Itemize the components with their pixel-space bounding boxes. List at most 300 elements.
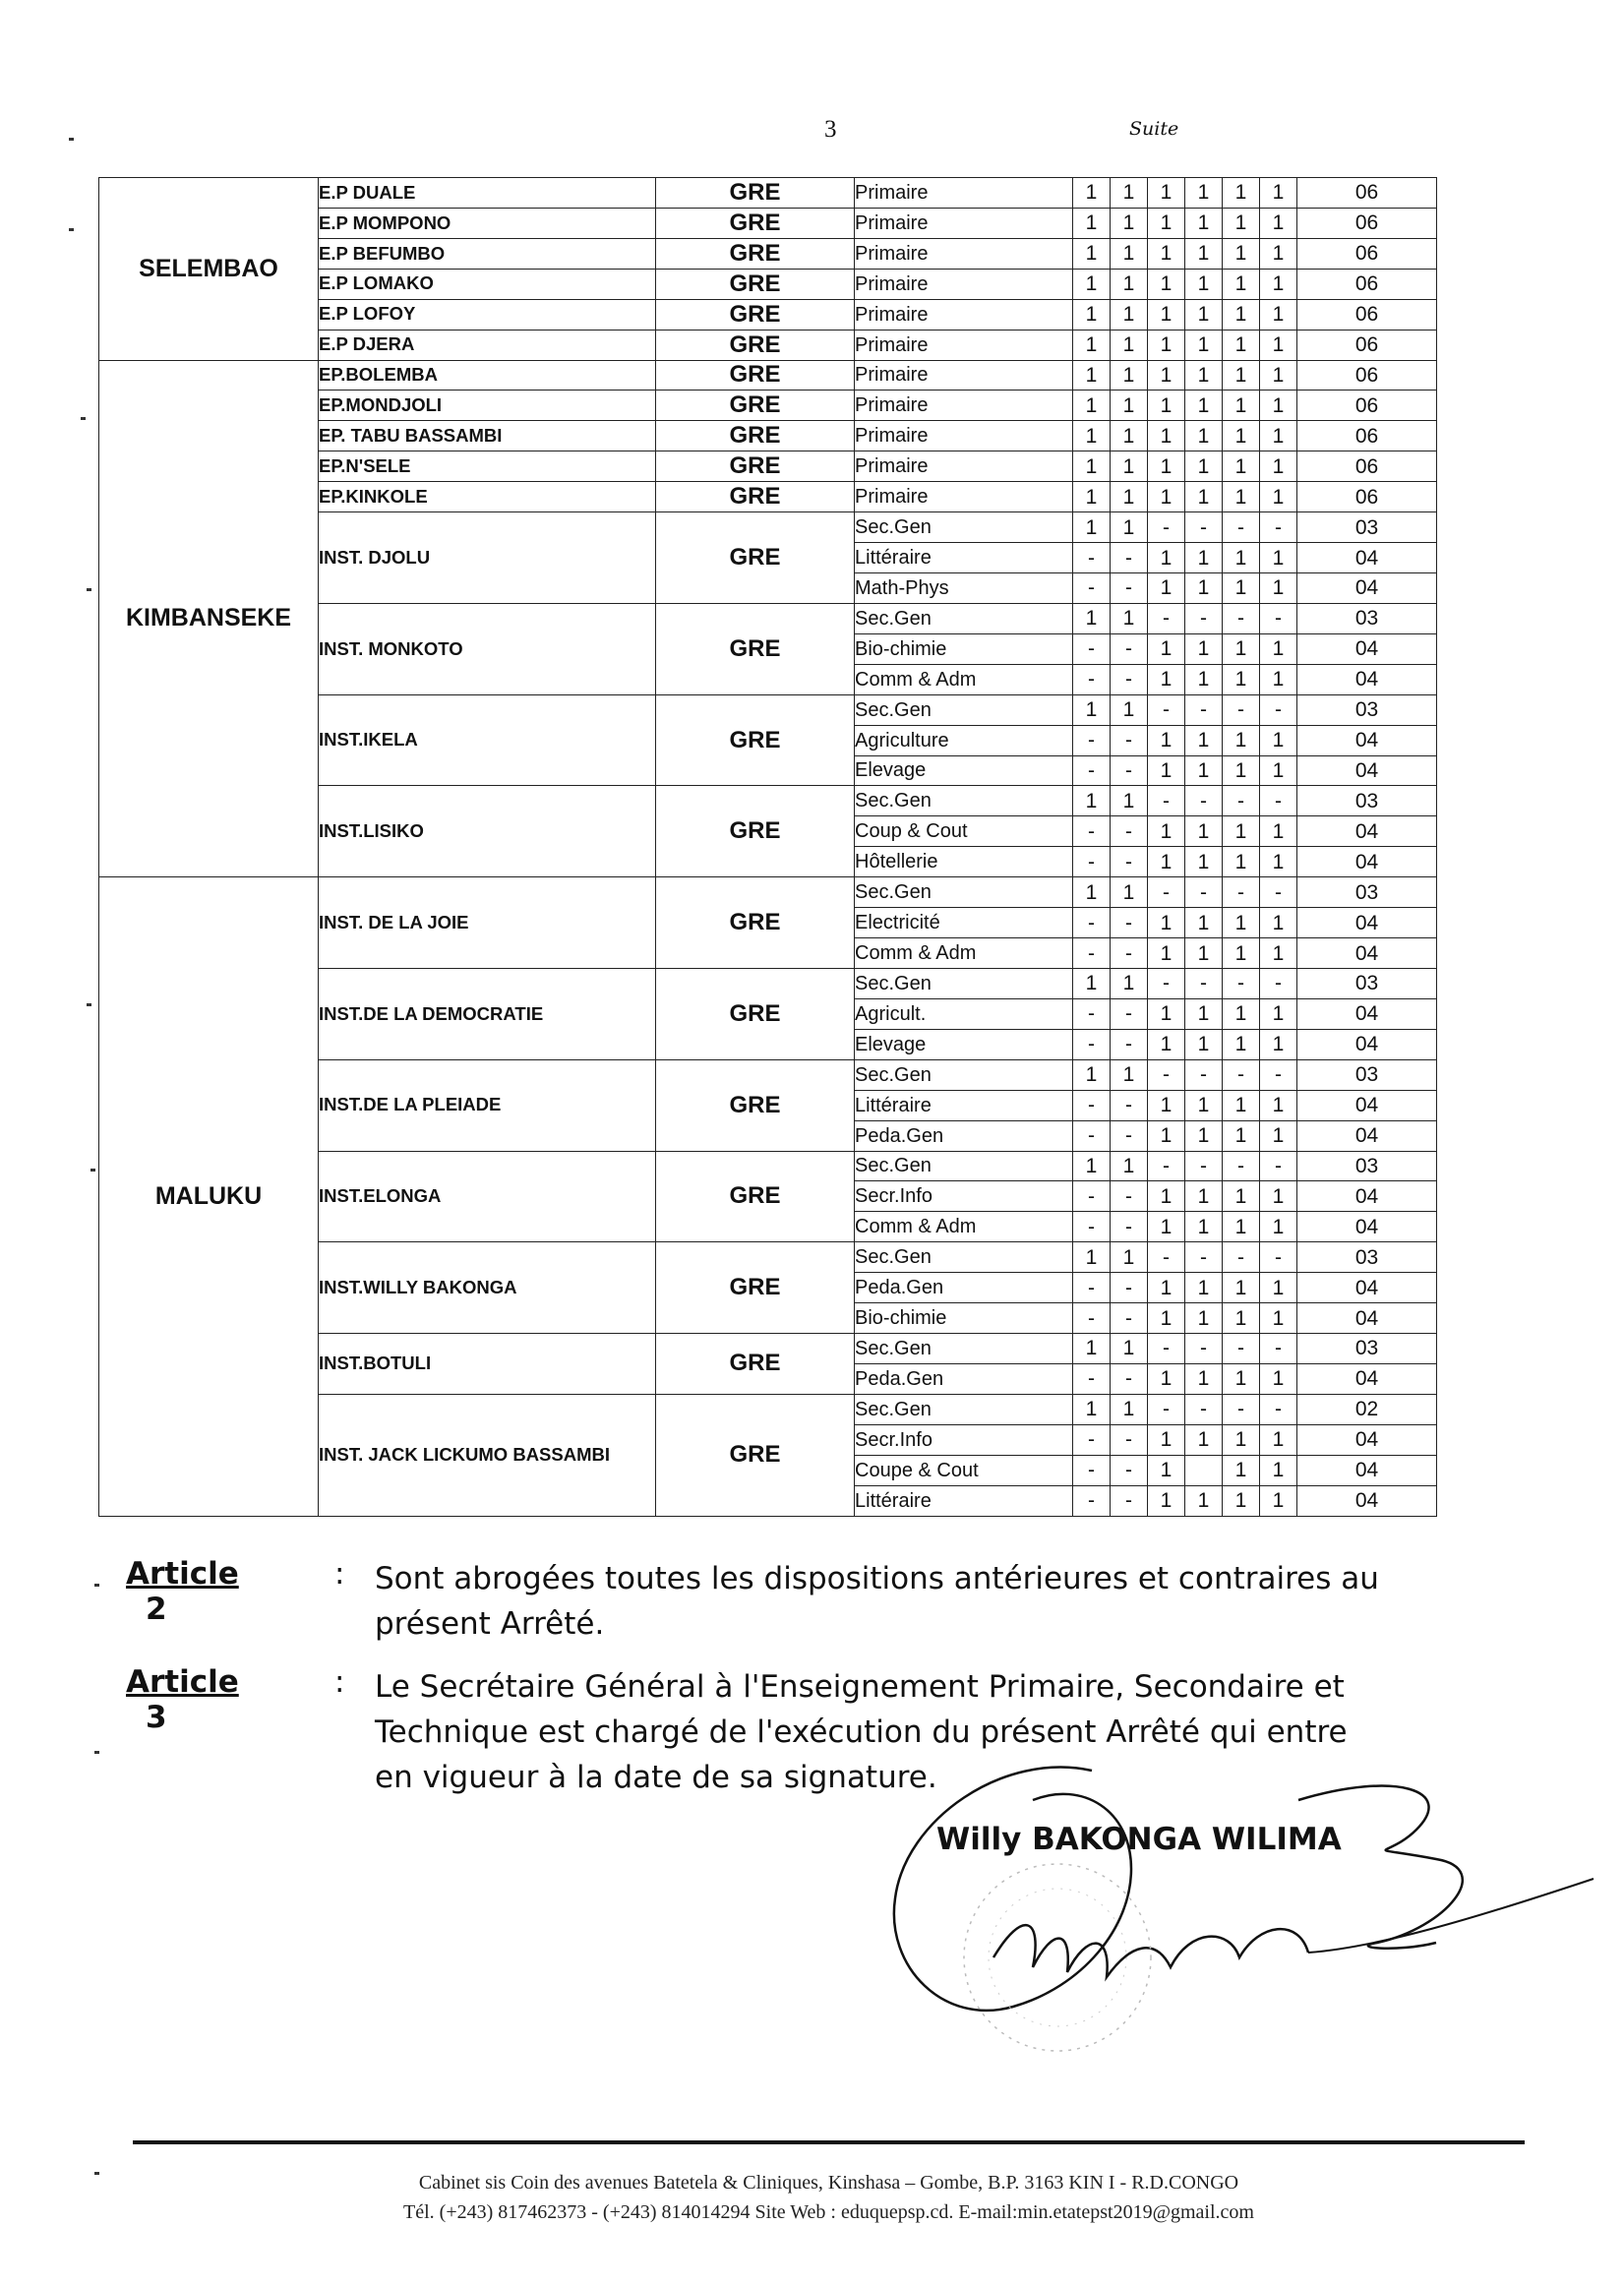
school-name-cell: INST. DE LA JOIE — [319, 877, 656, 969]
section-cell: Primaire — [855, 360, 1073, 391]
class-count-cell: 1 — [1073, 330, 1111, 360]
class-count-cell: 1 — [1260, 725, 1297, 755]
class-count-cell: 1 — [1185, 998, 1223, 1029]
class-count-cell: 1 — [1111, 877, 1148, 908]
footer-address: Cabinet sis Coin des avenues Batetela & Cliniques, Kinshasa – Gombe, B.P. 3163 KIN I - R.D.CONGO — [418, 2172, 1239, 2194]
class-count-cell: - — [1223, 1242, 1260, 1273]
school-type-cell: GRE — [656, 360, 855, 391]
class-count-cell: 1 — [1073, 238, 1111, 269]
class-count-cell: 1 — [1111, 1059, 1148, 1090]
class-count-cell: - — [1111, 1273, 1148, 1303]
class-count-cell: - — [1223, 1334, 1260, 1364]
class-count-cell: 1 — [1260, 391, 1297, 421]
class-count-cell: - — [1185, 603, 1223, 633]
class-count-cell: - — [1260, 1394, 1297, 1424]
margin-mark — [87, 1003, 91, 1006]
colon: : — [334, 1664, 345, 1700]
class-count-cell: - — [1073, 1455, 1111, 1485]
class-count-cell: 1 — [1148, 269, 1185, 299]
school-type-cell: GRE — [656, 877, 855, 969]
school-type-cell: GRE — [656, 786, 855, 877]
class-count-cell: 1 — [1223, 908, 1260, 938]
school-name-cell: E.P MOMPONO — [319, 208, 656, 238]
class-count-cell: 1 — [1111, 421, 1148, 451]
total-cell: 06 — [1297, 208, 1437, 238]
class-count-cell: 1 — [1111, 299, 1148, 330]
class-count-cell: 1 — [1185, 664, 1223, 694]
class-count-cell: - — [1111, 998, 1148, 1029]
class-count-cell: - — [1260, 512, 1297, 543]
class-count-cell: 1 — [1111, 968, 1148, 998]
class-count-cell: 1 — [1260, 1181, 1297, 1212]
class-count-cell: 1 — [1111, 1394, 1148, 1424]
class-count-cell: 1 — [1260, 908, 1297, 938]
section-cell: Agriculture — [855, 725, 1073, 755]
school-type-cell: GRE — [656, 1151, 855, 1242]
class-count-cell: 1 — [1260, 633, 1297, 664]
class-count-cell: 1 — [1148, 1181, 1185, 1212]
class-count-cell: 1 — [1111, 238, 1148, 269]
article-number: 3 — [146, 1700, 167, 1735]
class-count-cell: - — [1111, 816, 1148, 847]
class-count-cell: 1 — [1185, 1424, 1223, 1455]
class-count-cell: 1 — [1223, 1363, 1260, 1394]
class-count-cell: 1 — [1260, 1485, 1297, 1516]
class-count-cell: - — [1073, 1273, 1111, 1303]
class-count-cell: - — [1223, 1151, 1260, 1181]
section-cell: Sec.Gen — [855, 512, 1073, 543]
section-cell: Coupe & Cout — [855, 1455, 1073, 1485]
class-count-cell: 1 — [1260, 816, 1297, 847]
school-name-cell: EP.MONDJOLI — [319, 391, 656, 421]
section-cell: Sec.Gen — [855, 603, 1073, 633]
class-count-cell: 1 — [1148, 482, 1185, 512]
school-type-cell: GRE — [656, 1334, 855, 1395]
class-count-cell: 1 — [1148, 451, 1185, 482]
table-row — [99, 178, 1437, 209]
class-count-cell: - — [1073, 543, 1111, 573]
class-count-cell: 1 — [1073, 1394, 1111, 1424]
class-count-cell: 1 — [1260, 1120, 1297, 1151]
class-count-cell: - — [1148, 694, 1185, 725]
class-count-cell: 1 — [1185, 1303, 1223, 1334]
class-count-cell: 1 — [1148, 664, 1185, 694]
class-count-cell: 1 — [1185, 1363, 1223, 1394]
class-count-cell: 1 — [1185, 938, 1223, 969]
class-count-cell: - — [1073, 633, 1111, 664]
class-count-cell: 1 — [1185, 391, 1223, 421]
school-type-cell: GRE — [656, 269, 855, 299]
class-count-cell: 1 — [1185, 1485, 1223, 1516]
total-cell: 03 — [1297, 786, 1437, 816]
class-count-cell: - — [1111, 1120, 1148, 1151]
class-count-cell: - — [1073, 938, 1111, 969]
class-count-cell: 1 — [1148, 208, 1185, 238]
class-count-cell: 1 — [1073, 603, 1111, 633]
margin-mark — [87, 588, 91, 591]
section-cell: Sec.Gen — [855, 694, 1073, 725]
class-count-cell: 1 — [1073, 269, 1111, 299]
class-count-cell: 1 — [1073, 1059, 1111, 1090]
section-cell: Littéraire — [855, 1485, 1073, 1516]
article-line: présent Arrêté. — [375, 1606, 605, 1642]
total-cell: 06 — [1297, 451, 1437, 482]
total-cell: 03 — [1297, 603, 1437, 633]
school-type-cell: GRE — [656, 299, 855, 330]
commune-cell: KIMBANSEKE — [99, 360, 319, 877]
class-count-cell: 1 — [1148, 543, 1185, 573]
school-name-cell: E.P LOFOY — [319, 299, 656, 330]
class-count-cell: 1 — [1111, 512, 1148, 543]
class-count-cell: 1 — [1223, 269, 1260, 299]
class-count-cell: 1 — [1223, 998, 1260, 1029]
class-count-cell: - — [1073, 1424, 1111, 1455]
class-count-cell: 1 — [1073, 299, 1111, 330]
class-count-cell: 1 — [1260, 269, 1297, 299]
class-count-cell: - — [1185, 694, 1223, 725]
class-count-cell: - — [1073, 1212, 1111, 1242]
school-type-cell: GRE — [656, 208, 855, 238]
school-type-cell: GRE — [656, 482, 855, 512]
class-count-cell: 1 — [1073, 391, 1111, 421]
class-count-cell: - — [1185, 968, 1223, 998]
class-count-cell: 1 — [1185, 1212, 1223, 1242]
school-name-cell: INST.DE LA DEMOCRATIE — [319, 968, 656, 1059]
class-count-cell: 1 — [1073, 877, 1111, 908]
margin-mark — [94, 2172, 99, 2175]
class-count-cell: 1 — [1148, 330, 1185, 360]
total-cell: 03 — [1297, 1334, 1437, 1364]
school-type-cell: GRE — [656, 330, 855, 360]
article-line: Le Secrétaire Général à l'Enseignement Primaire, Secondaire et — [375, 1669, 1345, 1705]
class-count-cell: 1 — [1260, 1455, 1297, 1485]
class-count-cell: 1 — [1073, 1334, 1111, 1364]
class-count-cell: 1 — [1185, 572, 1223, 603]
class-count-cell: 1 — [1185, 360, 1223, 391]
margin-mark — [90, 1169, 95, 1172]
class-count-cell: - — [1185, 1394, 1223, 1424]
section-cell: Comm & Adm — [855, 938, 1073, 969]
class-count-cell: - — [1111, 1303, 1148, 1334]
section-cell: Sec.Gen — [855, 786, 1073, 816]
section-cell: Primaire — [855, 269, 1073, 299]
school-name-cell: E.P LOMAKO — [319, 269, 656, 299]
class-count-cell: - — [1185, 1334, 1223, 1364]
total-cell: 03 — [1297, 968, 1437, 998]
class-count-cell: 1 — [1148, 1363, 1185, 1394]
section-cell: Primaire — [855, 238, 1073, 269]
school-name-cell: EP.KINKOLE — [319, 482, 656, 512]
class-count-cell: - — [1111, 543, 1148, 573]
class-count-cell: 1 — [1148, 1029, 1185, 1059]
class-count-cell: - — [1073, 816, 1111, 847]
class-count-cell: 1 — [1185, 482, 1223, 512]
class-count-cell: 1 — [1073, 786, 1111, 816]
class-count-cell: 1 — [1185, 725, 1223, 755]
class-count-cell: - — [1223, 694, 1260, 725]
margin-mark — [69, 228, 74, 231]
margin-mark — [94, 1584, 99, 1587]
class-count-cell: 1 — [1111, 451, 1148, 482]
class-count-cell: 1 — [1185, 1273, 1223, 1303]
total-cell: 04 — [1297, 816, 1437, 847]
class-count-cell: - — [1111, 725, 1148, 755]
class-count-cell: 1 — [1185, 543, 1223, 573]
commune-cell: MALUKU — [99, 877, 319, 1517]
margin-mark — [69, 138, 74, 141]
class-count-cell: 1 — [1148, 938, 1185, 969]
class-count-cell: - — [1148, 512, 1185, 543]
class-count-cell: 1 — [1223, 1303, 1260, 1334]
class-count-cell: 1 — [1185, 421, 1223, 451]
total-cell: 03 — [1297, 694, 1437, 725]
class-count-cell: 1 — [1111, 391, 1148, 421]
total-cell: 04 — [1297, 908, 1437, 938]
footer-rule — [133, 2140, 1525, 2144]
table-body — [99, 178, 1437, 1517]
class-count-cell: 1 — [1148, 1273, 1185, 1303]
article-text — [375, 1556, 1550, 1647]
class-count-cell: 1 — [1260, 1212, 1297, 1242]
class-count-cell: 1 — [1223, 1029, 1260, 1059]
class-count-cell: 1 — [1073, 512, 1111, 543]
school-type-cell: GRE — [656, 451, 855, 482]
school-name-cell: INST.DE LA PLEIADE — [319, 1059, 656, 1151]
section-cell: Comm & Adm — [855, 1212, 1073, 1242]
total-cell: 04 — [1297, 1455, 1437, 1485]
class-count-cell: 1 — [1185, 208, 1223, 238]
school-type-cell: GRE — [656, 512, 855, 604]
class-count-cell: 1 — [1111, 694, 1148, 725]
class-count-cell: - — [1148, 1059, 1185, 1090]
class-count-cell: - — [1111, 908, 1148, 938]
class-count-cell: - — [1185, 877, 1223, 908]
total-cell: 04 — [1297, 1181, 1437, 1212]
class-count-cell: 1 — [1111, 269, 1148, 299]
class-count-cell: - — [1111, 1485, 1148, 1516]
class-count-cell: - — [1111, 755, 1148, 786]
class-count-cell: 1 — [1260, 299, 1297, 330]
total-cell: 06 — [1297, 330, 1437, 360]
class-count-cell: - — [1223, 603, 1260, 633]
total-cell: 06 — [1297, 391, 1437, 421]
total-cell: 04 — [1297, 755, 1437, 786]
class-count-cell: - — [1223, 512, 1260, 543]
section-cell: Bio-chimie — [855, 1303, 1073, 1334]
class-count-cell: 1 — [1185, 908, 1223, 938]
class-count-cell: 1 — [1185, 1029, 1223, 1059]
school-type-cell: GRE — [656, 421, 855, 451]
class-count-cell: 1 — [1260, 998, 1297, 1029]
class-count-cell: 1 — [1148, 1303, 1185, 1334]
class-count-cell: 1 — [1073, 421, 1111, 451]
class-count-cell: 1 — [1148, 391, 1185, 421]
class-count-cell: - — [1073, 1181, 1111, 1212]
class-count-cell: 1 — [1073, 451, 1111, 482]
class-count-cell: 1 — [1223, 299, 1260, 330]
school-name-cell: INST.ELONGA — [319, 1151, 656, 1242]
class-count-cell — [1185, 1455, 1223, 1485]
class-count-cell: - — [1148, 1334, 1185, 1364]
total-cell: 04 — [1297, 938, 1437, 969]
section-cell: Coup & Cout — [855, 816, 1073, 847]
class-count-cell: 1 — [1185, 1181, 1223, 1212]
class-count-cell: 1 — [1148, 1485, 1185, 1516]
section-cell: Sec.Gen — [855, 1151, 1073, 1181]
school-name-cell: EP.N'SELE — [319, 451, 656, 482]
class-count-cell: 1 — [1073, 968, 1111, 998]
section-cell: Peda.Gen — [855, 1363, 1073, 1394]
class-count-cell: 1 — [1223, 360, 1260, 391]
school-name-cell: EP.BOLEMBA — [319, 360, 656, 391]
class-count-cell: 1 — [1073, 1242, 1111, 1273]
class-count-cell: - — [1260, 877, 1297, 908]
class-count-cell: 1 — [1111, 1242, 1148, 1273]
class-count-cell: 1 — [1111, 603, 1148, 633]
total-cell: 04 — [1297, 1212, 1437, 1242]
class-count-cell: 1 — [1185, 1090, 1223, 1120]
class-count-cell: - — [1073, 998, 1111, 1029]
class-count-cell: 1 — [1223, 755, 1260, 786]
section-cell: Primaire — [855, 178, 1073, 209]
class-count-cell: - — [1073, 1029, 1111, 1059]
section-cell: Sec.Gen — [855, 1334, 1073, 1364]
class-count-cell: 1 — [1148, 238, 1185, 269]
class-count-cell: 1 — [1111, 208, 1148, 238]
class-count-cell: 1 — [1260, 1424, 1297, 1455]
class-count-cell: - — [1111, 847, 1148, 877]
section-cell: Hôtellerie — [855, 847, 1073, 877]
section-cell: Sec.Gen — [855, 1394, 1073, 1424]
class-count-cell: 1 — [1223, 938, 1260, 969]
school-type-cell: GRE — [656, 1059, 855, 1151]
school-name-cell: E.P DUALE — [319, 178, 656, 209]
class-count-cell: - — [1111, 1090, 1148, 1120]
class-count-cell: 1 — [1111, 786, 1148, 816]
class-count-cell: 1 — [1111, 360, 1148, 391]
class-count-cell: 1 — [1185, 633, 1223, 664]
class-count-cell: - — [1111, 664, 1148, 694]
total-cell: 04 — [1297, 664, 1437, 694]
class-count-cell: 1 — [1223, 451, 1260, 482]
total-cell: 04 — [1297, 1090, 1437, 1120]
class-count-cell: 1 — [1260, 1029, 1297, 1059]
class-count-cell: - — [1111, 633, 1148, 664]
total-cell: 04 — [1297, 725, 1437, 755]
total-cell: 04 — [1297, 1120, 1437, 1151]
class-count-cell: - — [1073, 1485, 1111, 1516]
class-count-cell: 1 — [1223, 1455, 1260, 1485]
class-count-cell: 1 — [1260, 451, 1297, 482]
section-cell: Primaire — [855, 208, 1073, 238]
class-count-cell: 1 — [1223, 238, 1260, 269]
class-count-cell: 1 — [1223, 633, 1260, 664]
school-name-cell: E.P BEFUMBO — [319, 238, 656, 269]
article-line: en vigueur à la date de sa signature. — [375, 1760, 937, 1795]
class-count-cell: 1 — [1223, 1212, 1260, 1242]
total-cell: 06 — [1297, 421, 1437, 451]
total-cell: 06 — [1297, 299, 1437, 330]
section-cell: Sec.Gen — [855, 1059, 1073, 1090]
school-name-cell: INST.IKELA — [319, 694, 656, 786]
class-count-cell: - — [1223, 1059, 1260, 1090]
total-cell: 06 — [1297, 269, 1437, 299]
section-cell: Elevage — [855, 755, 1073, 786]
class-count-cell: 1 — [1111, 1334, 1148, 1364]
school-name-cell: INST.BOTULI — [319, 1334, 656, 1395]
class-count-cell: - — [1148, 603, 1185, 633]
total-cell: 03 — [1297, 1242, 1437, 1273]
class-count-cell: - — [1148, 786, 1185, 816]
class-count-cell: 1 — [1260, 330, 1297, 360]
section-cell: Primaire — [855, 421, 1073, 451]
class-count-cell: 1 — [1223, 1120, 1260, 1151]
class-count-cell: 1 — [1260, 664, 1297, 694]
class-count-cell: 1 — [1073, 694, 1111, 725]
total-cell: 04 — [1297, 633, 1437, 664]
class-count-cell: 1 — [1185, 816, 1223, 847]
class-count-cell: - — [1111, 938, 1148, 969]
class-count-cell: 1 — [1223, 816, 1260, 847]
class-count-cell: 1 — [1148, 908, 1185, 938]
class-count-cell: 1 — [1148, 755, 1185, 786]
class-count-cell: 1 — [1111, 330, 1148, 360]
class-count-cell: 1 — [1223, 1485, 1260, 1516]
school-allocation-table — [98, 177, 1437, 1517]
section-cell: Primaire — [855, 451, 1073, 482]
class-count-cell: 1 — [1148, 572, 1185, 603]
section-cell: Primaire — [855, 299, 1073, 330]
section-cell: Bio-chimie — [855, 633, 1073, 664]
class-count-cell: 1 — [1185, 755, 1223, 786]
class-count-cell: 1 — [1148, 1090, 1185, 1120]
total-cell: 06 — [1297, 238, 1437, 269]
class-count-cell: - — [1073, 1363, 1111, 1394]
article-label: Article2 — [126, 1556, 239, 1627]
class-count-cell: 1 — [1185, 847, 1223, 877]
class-count-cell: 1 — [1223, 1090, 1260, 1120]
total-cell: 04 — [1297, 1273, 1437, 1303]
class-count-cell: - — [1073, 755, 1111, 786]
total-cell: 04 — [1297, 572, 1437, 603]
class-count-cell: 1 — [1148, 299, 1185, 330]
section-cell: Math-Phys — [855, 572, 1073, 603]
class-count-cell: 1 — [1260, 208, 1297, 238]
class-count-cell: 1 — [1223, 482, 1260, 512]
class-count-cell: 1 — [1223, 1424, 1260, 1455]
class-count-cell: - — [1111, 1212, 1148, 1242]
class-count-cell: 1 — [1185, 451, 1223, 482]
class-count-cell: 1 — [1148, 1424, 1185, 1455]
school-type-cell: GRE — [656, 1394, 855, 1516]
class-count-cell: 1 — [1223, 664, 1260, 694]
total-cell: 03 — [1297, 1059, 1437, 1090]
class-count-cell: - — [1223, 1394, 1260, 1424]
section-cell: Primaire — [855, 391, 1073, 421]
section-cell: Littéraire — [855, 543, 1073, 573]
margin-mark — [94, 1751, 99, 1754]
section-cell: Electricité — [855, 908, 1073, 938]
class-count-cell: 1 — [1260, 178, 1297, 209]
class-count-cell: - — [1073, 908, 1111, 938]
total-cell: 04 — [1297, 1029, 1437, 1059]
class-count-cell: - — [1260, 1334, 1297, 1364]
colon: : — [334, 1556, 345, 1592]
school-type-cell: GRE — [656, 968, 855, 1059]
class-count-cell: - — [1073, 1120, 1111, 1151]
class-count-cell: - — [1260, 603, 1297, 633]
class-count-cell: - — [1148, 1242, 1185, 1273]
